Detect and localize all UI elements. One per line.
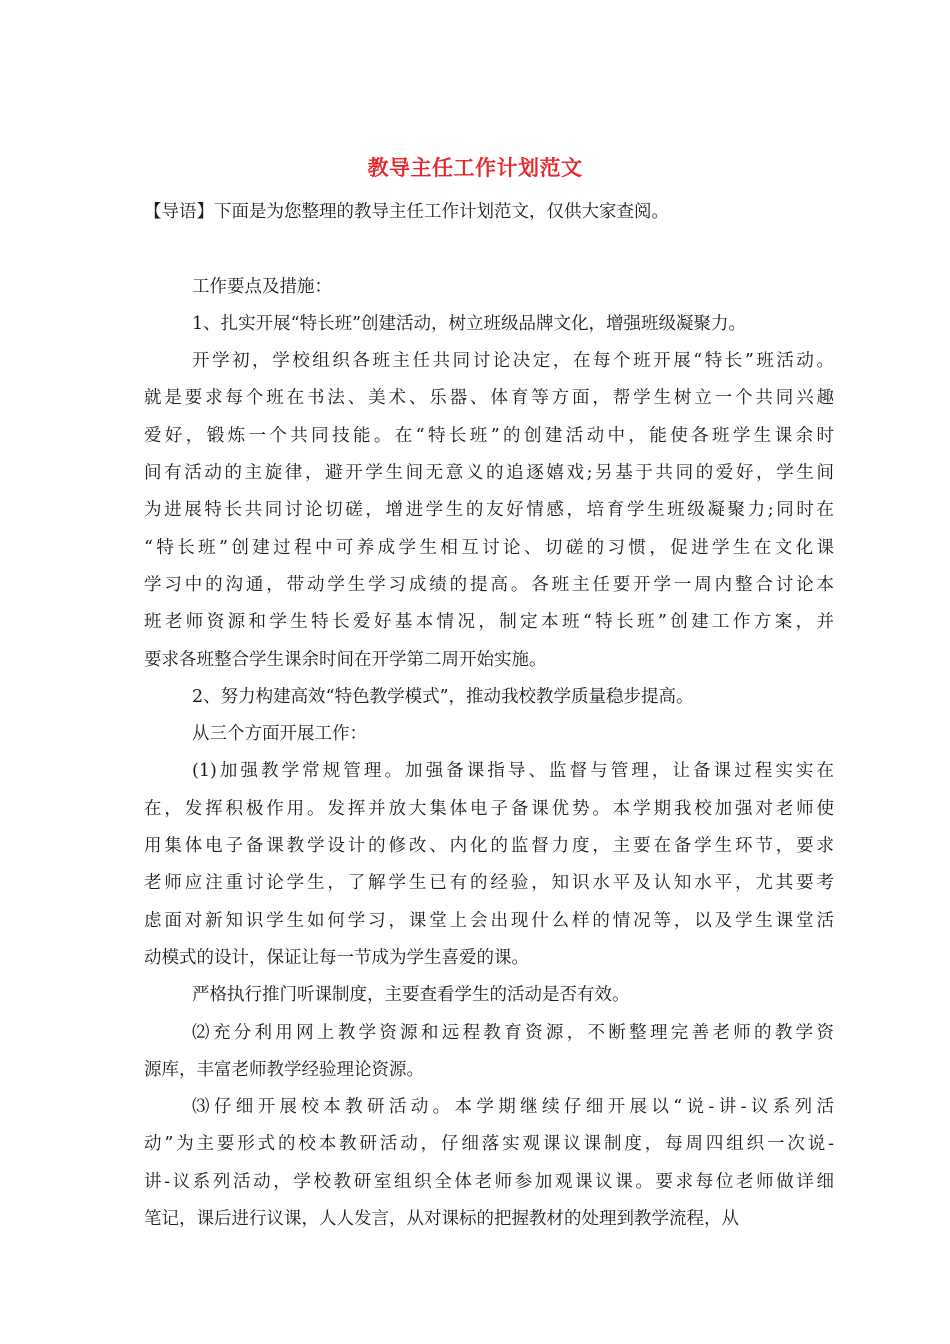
text-line: 工作要点及措施： [192, 276, 332, 297]
text-line: 在，发挥积极作用。发挥并放大集体电子备课优势。本学期我校加强对老师使 [144, 798, 834, 819]
text-line: 讲-议系列活动，学校教研室组织全体老师参加观课议课。要求每位老师做详细 [144, 1171, 834, 1192]
text-line: 虑面对新知识学生如何学习，课堂上会出现什么样的情况等，以及学生课堂活 [144, 910, 834, 931]
text-line: 就是要求每个班在书法、美术、乐器、体育等方面，帮学生树立一个共同兴趣 [144, 388, 834, 409]
text-line: 老师应注重讨论学生，了解学生已有的经验，知识水平及认知水平，尤其要考 [144, 873, 834, 894]
document-body [144, 194, 834, 1238]
text-line: 【导语】下面是为您整理的教导主任工作计划范文，仅供大家查阅。 [144, 202, 669, 222]
text-line: 动”为主要形式的校本教研活动，仔细落实观课议课制度，每周四组织一次说- [144, 1134, 834, 1155]
document-title: 教导主任工作计划范文 [367, 155, 583, 180]
text-line: 笔记，课后进行议课，人人发言，从对课标的把握教材的处理到教学流程，从 [144, 1209, 739, 1230]
text-line: 从三个方面开展工作： [192, 724, 367, 745]
text-line: “特长班”创建过程中可养成学生相互讨论、切磋的习惯，促进学生在文化课 [144, 537, 834, 558]
text-line: 开学初，学校组织各班主任共同讨论决定，在每个班开展“特长”班活动。 [192, 351, 834, 372]
text-line: 为进展特长共同讨论切磋，增进学生的友好情感，培育学生班级凝聚力;同时在 [144, 500, 834, 521]
text-line: 爱好，锻炼一个共同技能。在“特长班”的创建活动中，能使各班学生课余时 [144, 425, 834, 446]
text-line: 严格执行推门听课制度，主要查看学生的活动是否有效。 [192, 985, 630, 1006]
text-line: ⑶仔细开展校本教研活动。本学期继续仔细开展以“说-讲-议系列活 [192, 1097, 834, 1118]
text-line: 要求各班整合学生课余时间在开学第二周开始实施。 [144, 649, 547, 670]
text-line: 学习中的沟通，带动学生学习成绩的提高。各班主任要开学一周内整合讨论本 [144, 574, 834, 595]
text-line: ⑵充分利用网上教学资源和远程教育资源，不断整理完善老师的教学资 [192, 1022, 834, 1043]
text-line: 用集体电子备课教学设计的修改、内化的监督力度，主要在备学生环节，要求 [144, 836, 834, 857]
text-line: 2、努力构建高效“特色教学模式”，推动我校教学质量稳步提高。 [192, 686, 694, 707]
blank-line [144, 231, 834, 268]
text-line: 间有活动的主旋律，避开学生间无意义的追逐嬉戏;另基于共同的爱好，学生间 [144, 463, 834, 484]
text-line: 1、扎实开展“特长班”创建活动，树立班级品牌文化，增强班级凝聚力。 [192, 313, 747, 334]
text-line: 源库，丰富老师教学经验理论资源。 [144, 1059, 424, 1080]
text-line: 动模式的设计，保证让每一节成为学生喜爱的课。 [144, 947, 529, 968]
text-line: 班老师资源和学生特长爱好基本情况，制定本班“特长班”创建工作方案，并 [144, 612, 834, 633]
text-line: (1)加强教学常规管理。加强备课指导、监督与管理，让备课过程实实在 [192, 761, 834, 782]
